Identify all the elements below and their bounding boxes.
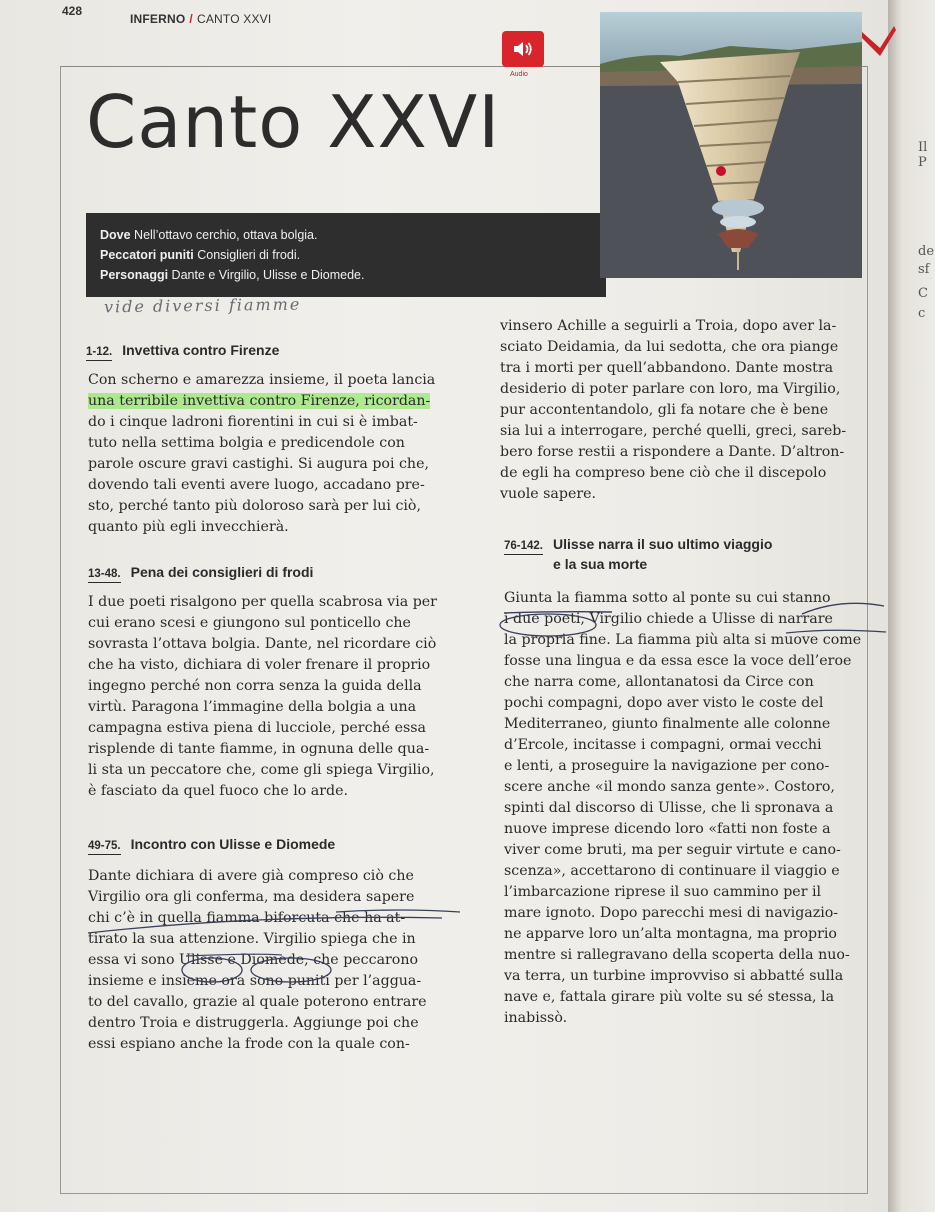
location-marker-icon: [716, 166, 726, 176]
text-line: de egli ha compreso bene ciò che il discepolo: [500, 465, 827, 481]
text-line: pochi compagni, dopo aver visto le coste del: [504, 695, 824, 711]
section-title: Incontro con Ulisse e Diomede: [130, 836, 336, 852]
section-heading-76-142: [504, 534, 772, 574]
info-personaggi-label: Personaggi: [100, 268, 169, 282]
text-line-highlighted: una terribile invettiva contro Firenze, ricordan-: [88, 393, 431, 409]
info-box: [86, 213, 606, 297]
text-line: li sta un peccatore che, come gli spiega Virgilio,: [88, 762, 435, 778]
next-page-fragment: Il P: [918, 140, 928, 170]
text-line: chi c’è in quella fiamma biforcuta che ha at-: [88, 910, 406, 926]
section-ref: 1-12.: [86, 346, 112, 361]
inferno-cone-illustration: [600, 12, 862, 278]
text-line: sciato Deidamia, da lui sedotta, che ora piange: [500, 339, 839, 355]
text-line: i due poeti, Virgilio chiede a Ulisse di narrare: [504, 611, 833, 627]
text-line: bero forse restii a rispondere a Dante. D’altron-: [500, 444, 845, 460]
text-line: spinti dal discorso di Ulisse, che li spronava a: [504, 800, 834, 816]
audio-label: Audio: [510, 71, 528, 78]
info-dove-label: Dove: [100, 228, 131, 242]
text-line: virtù. Paragona l’immagine della bolgia a una: [88, 699, 417, 715]
text-line: dentro Troia e distruggerla. Aggiunge poi che: [88, 1015, 419, 1031]
text-line: Mediterraneo, giunto finalmente alle colonne: [504, 716, 831, 732]
next-page-fragment: C: [918, 286, 928, 301]
text-line: nave e, fattala girare più volte su sé stessa, la: [504, 989, 835, 1005]
section-title-line: Ulisse narra il suo ultimo viaggio: [553, 536, 773, 552]
text-line: viver come bruti, ma per seguir virtute e cano-: [504, 842, 841, 858]
section-title: Invettiva contro Firenze: [122, 342, 280, 358]
text-line: ne apparve loro un’alta montagna, ma proprio: [504, 926, 837, 942]
text-line: tirato la sua attenzione. Virgilio spiega che in: [88, 931, 416, 947]
section-ref: 49-75.: [88, 840, 121, 855]
handwritten-note: vide diversi fiamme: [103, 294, 302, 317]
text-line: pur accontentandolo, gli fa notare che è bene: [500, 402, 829, 418]
section-body-49-75: [88, 866, 460, 1055]
speaker-icon: [512, 40, 534, 58]
section-body-76-142: [504, 588, 876, 1029]
section-heading-1-12: [86, 342, 279, 361]
canto-title: Canto XXVI: [86, 80, 501, 164]
text-line: fosse una lingua e da essa esce la voce dell’eroe: [504, 653, 852, 669]
text-line: sto, perché tanto più doloroso sarà per lui ciò,: [88, 498, 421, 514]
text-line: desiderio di poter parlare con loro, ma Virgilio,: [500, 381, 841, 397]
text-line: è fasciato da quel fuoco che lo arde.: [88, 783, 349, 799]
text-line: ingegno perché non corra senza la guida della: [88, 678, 422, 694]
section-body-13-48: [88, 592, 456, 802]
text-line: mare ignoto. Dopo parecchi mesi di navigazio-: [504, 905, 839, 921]
text-line: do i cinque ladroni fiorentini in cui si è imbat-: [88, 414, 418, 430]
running-head: [130, 12, 271, 26]
section-title: [553, 534, 772, 574]
info-peccatori-label: Peccatori puniti: [100, 248, 194, 262]
text-line: vuole sapere.: [500, 486, 597, 502]
section-title-line: e la sua morte: [553, 556, 648, 572]
section-body-49-75-continued: [500, 316, 872, 505]
next-page-fragment: c: [918, 306, 926, 321]
info-dove: [100, 225, 592, 245]
section-title: Pena dei consiglieri di frodi: [130, 564, 314, 580]
text-line: Dante dichiara di avere già compreso ciò che: [88, 868, 414, 884]
section-heading-13-48: [88, 564, 313, 583]
book-name: INFERNO: [130, 12, 186, 26]
text-line: l’imbarcazione riprese il suo cammino per il: [504, 884, 822, 900]
text-line: va terra, un turbine improvviso si abbatté sulla: [504, 968, 844, 984]
text-line: cui erano scesi e giungono sul ponticello che: [88, 615, 411, 631]
text-line: che narra come, allontanatosi da Circe con: [504, 674, 814, 690]
info-personaggi: [100, 265, 592, 285]
section-heading-49-75: [88, 836, 335, 855]
next-page-edge: [888, 0, 935, 1212]
text-line: I due poeti risalgono per quella scabrosa via per: [88, 594, 437, 610]
text-line: e lenti, a proseguire la navigazione per cono-: [504, 758, 830, 774]
text-line: inabissò.: [504, 1010, 568, 1026]
section-ref: 13-48.: [88, 568, 121, 583]
page-number: 428: [62, 4, 83, 18]
text-line: Con scherno e amarezza insieme, il poeta lancia: [88, 372, 436, 388]
text-line: scere anche «il mondo sanza gente». Costoro,: [504, 779, 835, 795]
text-line: Virgilio ora gli conferma, ma desidera sapere: [88, 889, 415, 905]
text-line: campagna estiva piena di lucciole, perché essa: [88, 720, 426, 736]
next-page-fragment: de: [918, 244, 935, 259]
text-line: mentre si rallegravano della scoperta della nuo-: [504, 947, 850, 963]
text-line: sia lui a interrogare, perché quelli, greci, sareb-: [500, 423, 847, 439]
next-page-fragment: sf: [918, 262, 930, 277]
info-personaggi-value: Dante e Virgilio, Ulisse e Diomede.: [168, 268, 365, 282]
text-line: dovendo tali eventi avere luogo, accadano pre-: [88, 477, 425, 493]
text-line: la propria fine. La fiamma più alta si muove come: [504, 632, 862, 648]
text-line: to del cavallo, grazie al quale poterono entrare: [88, 994, 427, 1010]
text-line: essa vi sono Ulisse e Diomede, che peccarono: [88, 952, 419, 968]
audio-button[interactable]: [502, 31, 544, 67]
text-line: che ha visto, dichiara di voler frenare il proprio: [88, 657, 431, 673]
text-line: quanto più egli invecchierà.: [88, 519, 289, 535]
text-line: risplende di tante fiamme, in ognuna delle qua-: [88, 741, 430, 757]
text-line: scenza», accettarono di continuare il viaggio e: [504, 863, 840, 879]
info-dove-value: Nell’ottavo cerchio, ottava bolgia.: [130, 228, 318, 242]
text-line: Giunta la fiamma sotto al ponte su cui stanno: [504, 590, 831, 606]
text-line: tra i morti per quell’abbandono. Dante mostra: [500, 360, 834, 376]
text-line: insieme e insieme ora sono puniti per l’aggua-: [88, 973, 422, 989]
text-line: nuove imprese dicendo loro «fatti non foste a: [504, 821, 831, 837]
section-body-1-12: [88, 370, 456, 538]
info-peccatori: [100, 245, 592, 265]
running-head-separator: /: [189, 12, 193, 26]
text-line: parole oscure gravi castighi. Si augura poi che,: [88, 456, 429, 472]
text-line: sovrasta l’ottava bolgia. Dante, nel ricordare ciò: [88, 636, 437, 652]
text-line: d’Ercole, incitasse i compagni, ormai vecchi: [504, 737, 822, 753]
text-line: tuto nella settima bolgia e predicendole con: [88, 435, 405, 451]
canto-ref: CANTO XXVI: [196, 12, 272, 26]
bookmark-ribbon-icon: [858, 22, 898, 62]
text-line: essi espiano anche la frode con la quale con-: [88, 1036, 410, 1052]
info-peccatori-value: Consiglieri di frodi.: [193, 248, 301, 262]
text-line: vinsero Achille a seguirli a Troia, dopo aver la-: [500, 318, 837, 334]
section-ref: 76-142.: [504, 540, 543, 555]
